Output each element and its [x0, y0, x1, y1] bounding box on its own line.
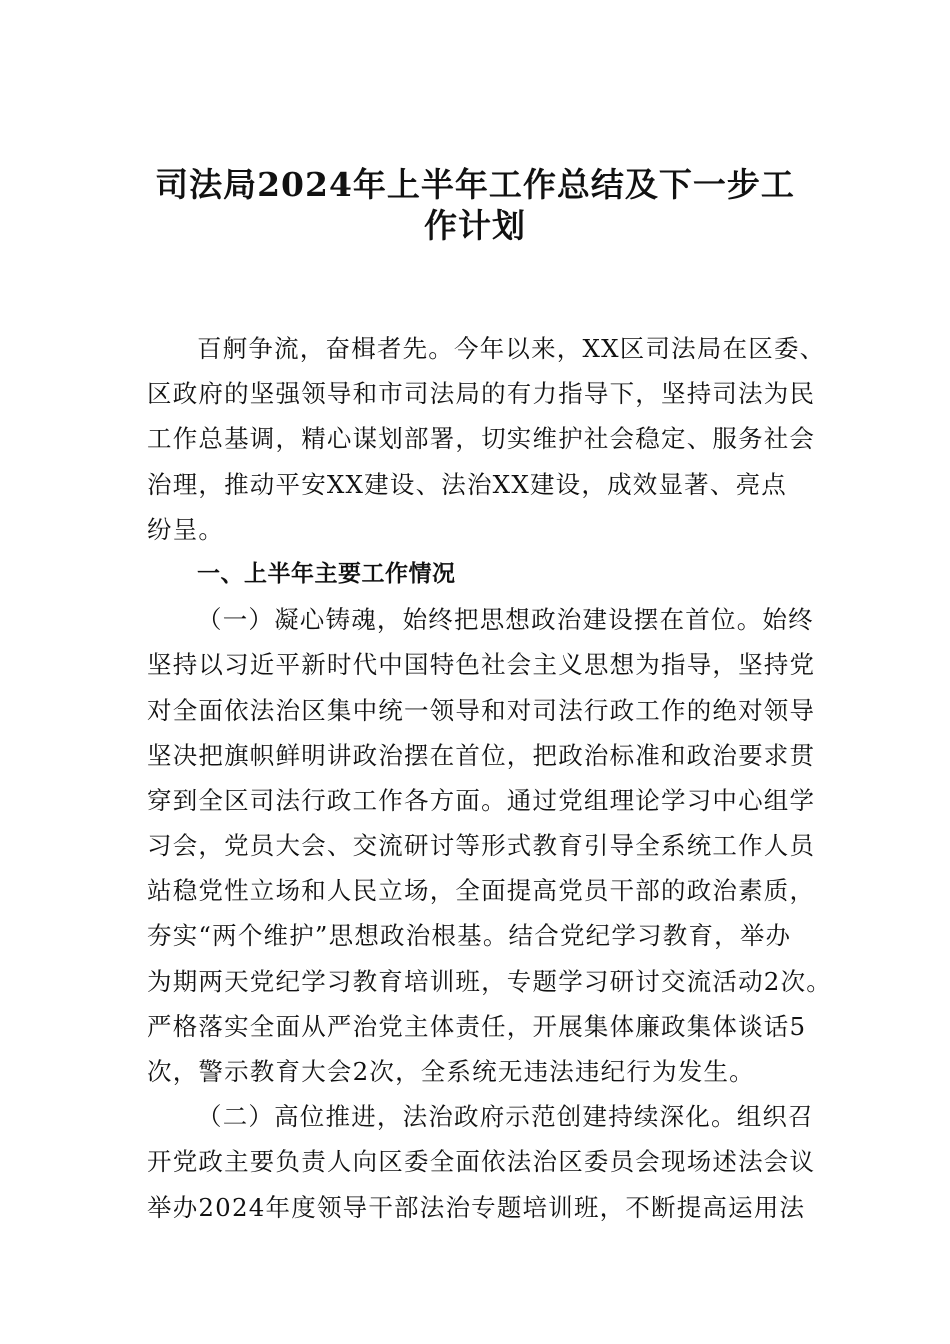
paragraph-1-line: 习会，党员大会、交流研讨等形式教育引导全系统工作人员 [147, 831, 816, 861]
paragraph-1-line: 严格落实全面从严治党主体责任，开展集体廉政集体谈话5 [147, 1011, 807, 1041]
paragraph-1-line: 对全面依法治区集中统一领导和对司法行政工作的绝对领导 [147, 695, 816, 725]
paragraph-1-line: 穿到全区司法行政工作各方面。通过党组理论学习中心组学 [147, 785, 816, 815]
paragraph-1-line: 坚决把旗帜鲜明讲政治摆在首位，把政治标准和政治要求贯 [147, 740, 816, 770]
document-title-line-2: 作计划 [424, 206, 526, 245]
paragraph-intro-line: 工作总基调，精心谋划部署，切实维护社会稳定、服务社会 [147, 424, 816, 454]
paragraph-intro-line: 治理，推动平安XX建设、法治XX建设，成效显著、亮点 [147, 469, 787, 499]
paragraph-1-line: 次，警示教育大会2次，全系统无违法违纪行为发生。 [147, 1057, 755, 1086]
paragraph-intro-line: 百舸争流，奋楫者先。今年以来，XX区司法局在区委、 [197, 334, 826, 363]
paragraph-2-line: （二）高位推进，法治政府示范创建持续深化。组织召 [197, 1102, 814, 1132]
paragraph-2-line: 开党政主要负责人向区委全面依法治区委员会现场述法会议 [147, 1147, 816, 1177]
paragraph-2-line: 举办2024年度领导干部法治专题培训班，不断提高运用法 [147, 1192, 806, 1222]
paragraph-intro-line: 区政府的坚强领导和市司法局的有力指导下，坚持司法为民 [147, 379, 816, 409]
paragraph-intro-line: 纷呈。 [147, 514, 225, 544]
document-body [147, 326, 837, 1230]
paragraph-1-line: （一）凝心铸魂，始终把思想政治建设摆在首位。始终 [197, 605, 814, 635]
section-heading-1: 一、上半年主要工作情况 [197, 560, 456, 587]
paragraph-1-line: 为期两天党纪学习教育培训班，专题学习研讨交流活动2次。 [147, 966, 832, 996]
document-title-line-1: 司法局2024年上半年工作总结及下一步工 [155, 165, 795, 204]
paragraph-1-line: 坚持以习近平新时代中国特色社会主义思想为指导，坚持党 [147, 650, 816, 680]
paragraph-1-line: 夯实“两个维护”思想政治根基。结合党纪学习教育，举办 [147, 921, 792, 951]
paragraph-1-line: 站稳党性立场和人民立场，全面提高党员干部的政治素质， [147, 876, 816, 906]
